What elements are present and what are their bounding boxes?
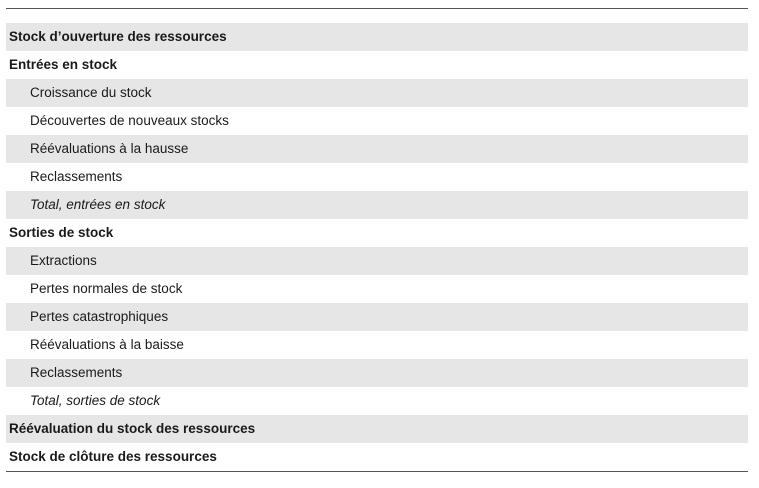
row-catastrophic-losses: Pertes catastrophiques: [6, 303, 748, 331]
resource-stock-table: [6, 8, 748, 472]
row-stock-growth: Croissance du stock: [6, 79, 748, 107]
row-normal-losses: Pertes normales de stock: [30, 281, 183, 296]
bottom-rule: [6, 471, 748, 472]
row-extractions: Extractions: [6, 247, 748, 275]
row-reclassifications-out: Reclassements: [6, 359, 748, 387]
table-body: [6, 23, 748, 471]
row-closing-stock: Stock de clôture des ressources: [9, 449, 217, 464]
row-total-additions: Total, entrées en stock: [6, 191, 748, 219]
row-new-discoveries: Découvertes de nouveaux stocks: [30, 113, 229, 128]
header-spacer: [6, 9, 748, 23]
row-opening-stock: Stock d’ouverture des ressources: [6, 23, 748, 51]
row-total-reductions: Total, sorties de stock: [30, 393, 161, 408]
row-stock-additions: Entrées en stock: [9, 57, 118, 72]
row-upward-reappraisals: Réévaluations à la hausse: [6, 135, 748, 163]
row-reclassifications-in: Reclassements: [30, 169, 123, 184]
row-stock-reductions: Sorties de stock: [9, 225, 114, 240]
row-stock-revaluation: Réévaluation du stock des ressources: [6, 415, 748, 443]
row-downward-reappraisals: Réévaluations à la baisse: [30, 337, 184, 352]
